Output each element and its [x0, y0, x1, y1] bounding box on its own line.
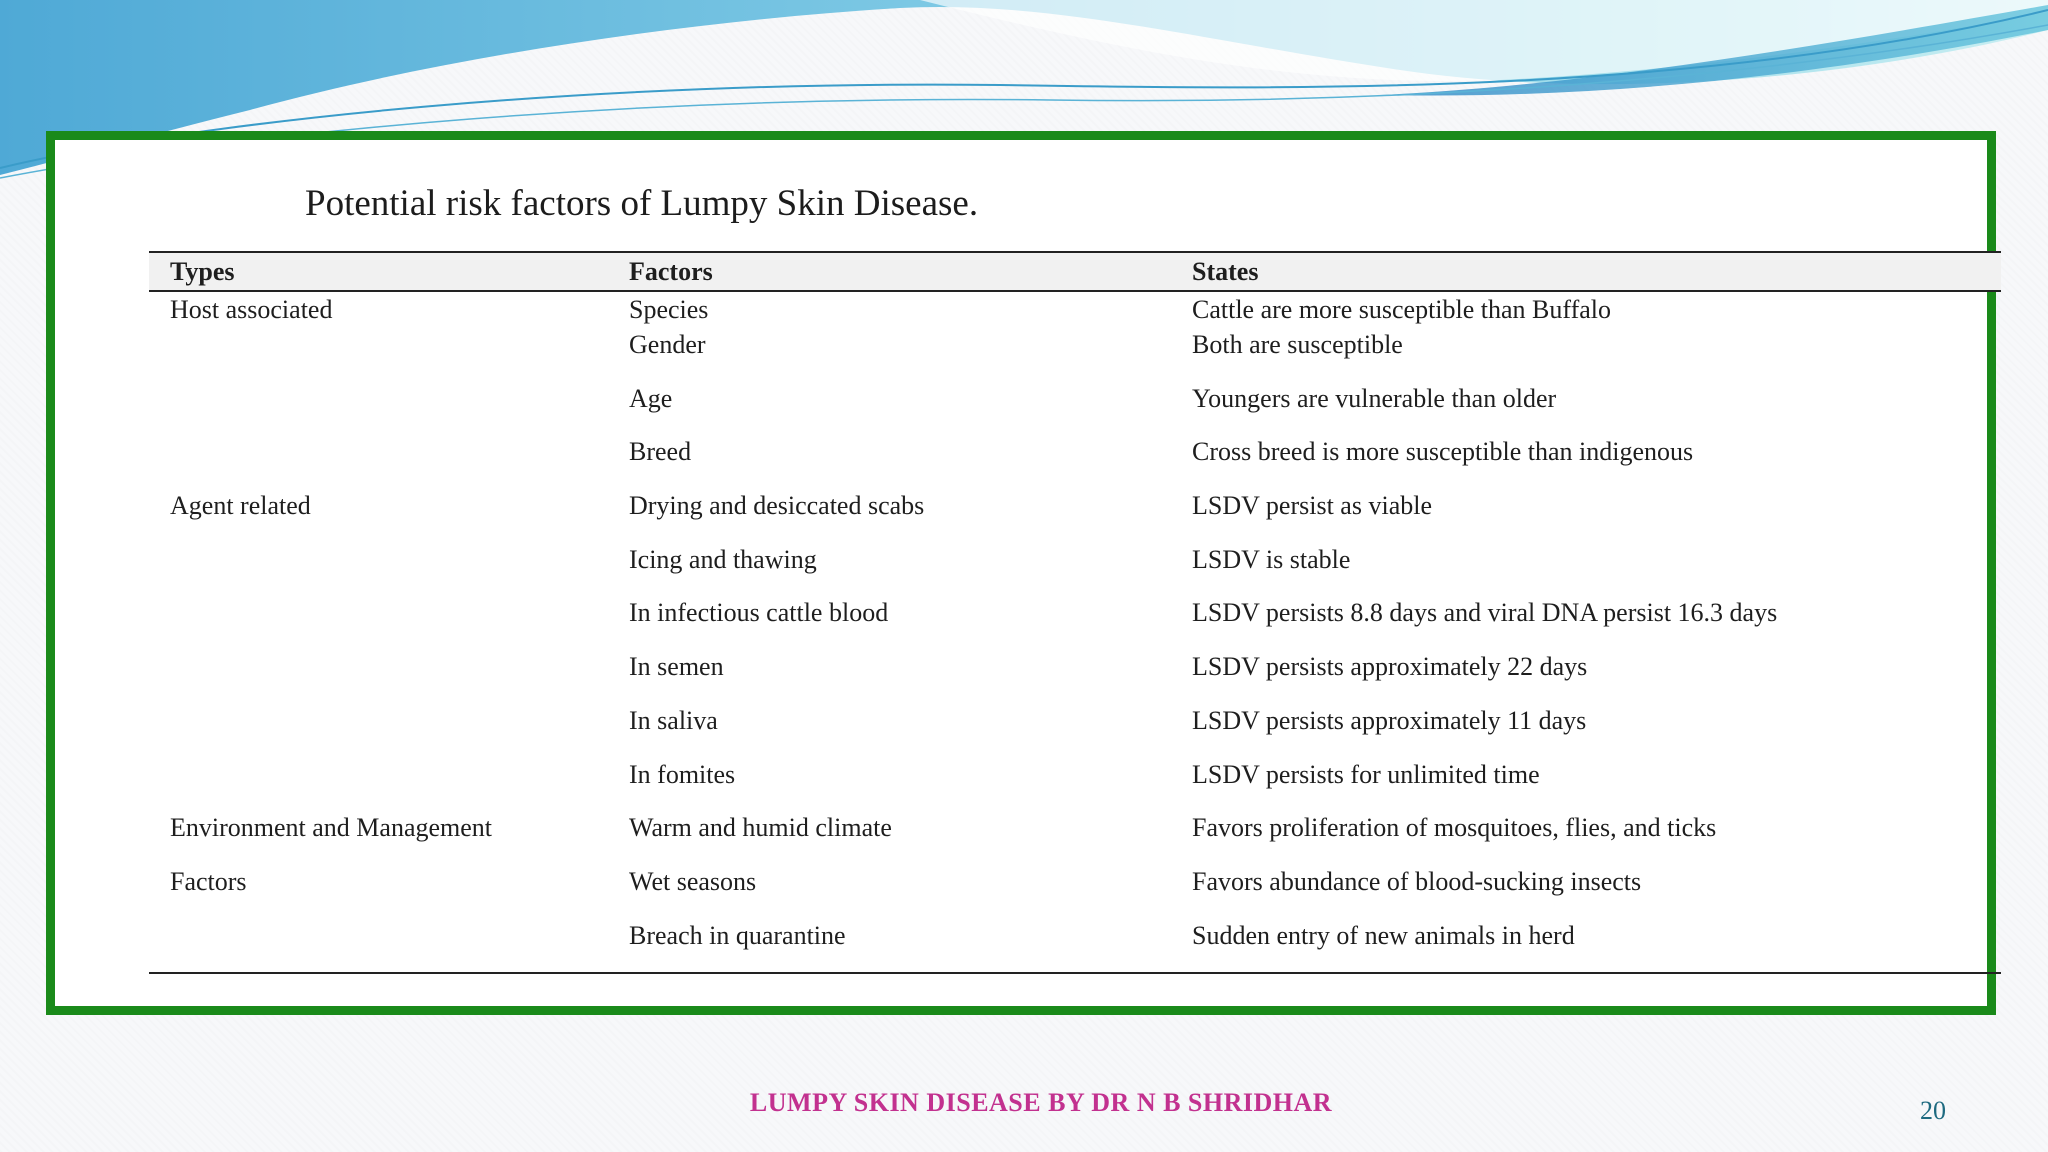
table-row — [149, 704, 2001, 758]
cell-factor: Warm and humid climate — [629, 813, 892, 843]
cell-type — [149, 328, 608, 382]
cell-state: LSDV is stable — [1192, 544, 1351, 574]
cell-factor: Drying and desiccated scabs — [629, 491, 925, 521]
cell-type — [149, 919, 608, 974]
table-row — [149, 489, 2001, 543]
cell-factor: Wet seasons — [629, 866, 757, 896]
cell-factor: In semen — [629, 652, 724, 682]
cell-state: Favors proliferation of mosquitoes, flies, and ticks — [1192, 813, 1717, 843]
cell-state: Cross breed is more susceptible than indigenous — [1192, 437, 1694, 467]
cell-factor: In fomites — [629, 759, 736, 789]
cell-state: LSDV persists 8.8 days and viral DNA persist 16.3 days — [1192, 598, 1778, 628]
table-row — [149, 811, 2001, 865]
table-row — [149, 328, 2001, 382]
table-row — [149, 596, 2001, 650]
cell-factor: Breach in quarantine — [608, 919, 1171, 974]
table-header-row — [149, 252, 2001, 291]
table-row — [149, 291, 2001, 328]
table-row — [149, 919, 2001, 974]
cell-state: LSDV persists approximately 22 days — [1192, 652, 1588, 682]
cell-state: Sudden entry of new animals in herd — [1171, 919, 2001, 974]
cell-factor: Icing and thawing — [629, 544, 817, 574]
cell-type: Environment and Management — [170, 813, 493, 843]
cell-type: Agent related — [170, 491, 311, 521]
cell-state: LSDV persist as viable — [1192, 491, 1432, 521]
cell-type — [149, 382, 608, 436]
table-row — [149, 543, 2001, 597]
cell-type — [149, 650, 608, 704]
cell-factor: Breed — [629, 437, 692, 467]
cell-type: Factors — [170, 866, 247, 896]
table-row — [149, 382, 2001, 436]
table-row — [149, 435, 2001, 489]
cell-type — [149, 704, 608, 758]
table-title: Potential risk factors of Lumpy Skin Disease. — [305, 183, 979, 224]
slide-footer: LUMPY SKIN DISEASE BY DR N B SHRIDHAR — [749, 1088, 1333, 1117]
cell-factor: Age — [629, 383, 673, 413]
cell-factor: Gender — [629, 330, 706, 359]
cell-state: Favors abundance of blood-sucking insects — [1192, 866, 1642, 896]
cell-type: Host associated — [170, 295, 333, 324]
cell-factor: Species — [629, 295, 709, 324]
header-types: Types — [149, 252, 608, 291]
cell-factor: In saliva — [629, 705, 718, 735]
header-factors: Factors — [608, 252, 1171, 291]
cell-type — [149, 596, 608, 650]
cell-state: LSDV persists approximately 11 days — [1192, 705, 1587, 735]
cell-state: LSDV persists for unlimited time — [1192, 759, 1540, 789]
cell-state: Both are susceptible — [1192, 330, 1403, 359]
cell-type — [149, 758, 608, 812]
table-row — [149, 865, 2001, 919]
page-number: 20 — [1920, 1096, 1946, 1125]
header-states: States — [1171, 252, 2001, 291]
table-row — [149, 650, 2001, 704]
risk-factors-table — [149, 251, 2001, 974]
cell-type — [149, 435, 608, 489]
cell-type — [149, 543, 608, 597]
cell-factor: In infectious cattle blood — [629, 598, 889, 628]
cell-state: Youngers are vulnerable than older — [1192, 383, 1557, 413]
content-frame — [46, 131, 1996, 1015]
cell-state: Cattle are more susceptible than Buffalo — [1192, 295, 1611, 324]
table-row — [149, 758, 2001, 812]
